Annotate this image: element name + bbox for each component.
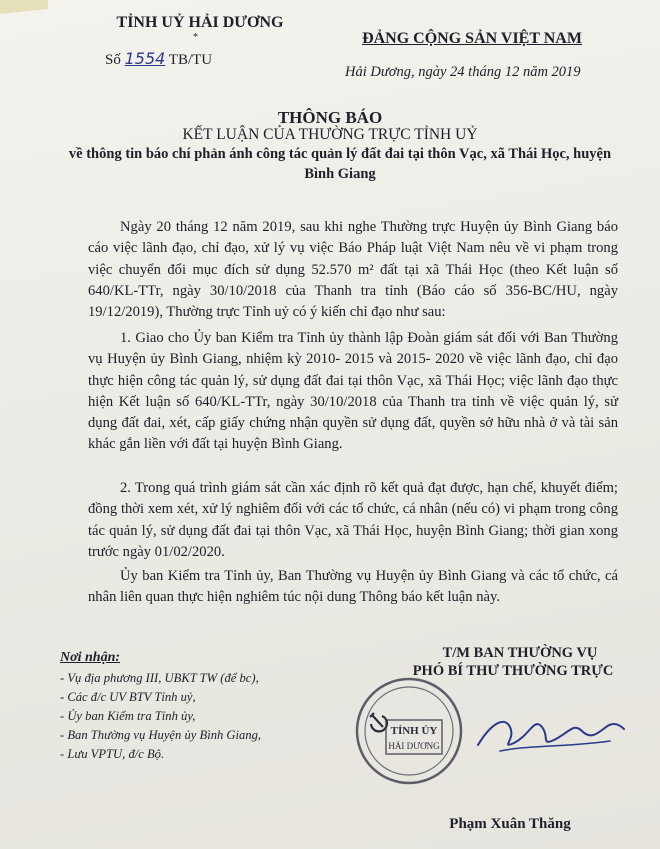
signer-name: Phạm Xuân Thăng <box>449 816 571 832</box>
hammer-sickle-icon <box>370 713 387 731</box>
paper-fold <box>0 0 48 14</box>
stamp-text-line2: HẢI DƯƠNG <box>388 741 440 751</box>
number-handwritten: 1554 <box>124 49 166 68</box>
recipients-block <box>60 648 320 764</box>
body-paragraph-intro: Ngày 20 tháng 12 năm 2019, sau khi nghe Thường trực Huyện ủy Bình Giang báo cáo việc lãnh đạo, chỉ đạo, xử lý vụ việc Báo Pháp luật Việt Nam nêu về vi phạm trong việc chuyển đổi mục đích sử dụng 52.570 m² đất tại xã Thái Học (theo Kết luận số 640/KL-TTr, ngày 30/10/2018 của Thanh tra tỉnh (Báo cáo số 356-BC/HU, ngày 19/12/2019), Thường trực Tỉnh uỷ có ý kiến chỉ đạo như sau: <box>88 219 618 321</box>
recipient-item: - Lưu VPTU, đ/c Bộ. <box>60 747 165 761</box>
body-paragraph-1: 1. Giao cho Ủy ban Kiểm tra Tỉnh ủy thành lập Đoàn giám sát đối với Ban Thường vụ Huyện ủy Bình Giang, nhiệm kỳ 2010- 2015 và 2015- 2020 về việc lãnh đạo, chỉ đạo thực hiện công tác quản lý, sử dụng đất đai tại thôn Vạc, xã Thái Học; việc lãnh đạo thực hiện Kết luận số 640/KL-TTr, ngày 30/10/2018 của Thanh tra tỉnh về việc quản lý, sử dụng đất đai, xét, cấp giấy chứng nhận quyền sử dụng đất, quyền sở hữu nhà ở và tài sản khác gắn liền với đất tại huyện Bình Giang. <box>88 330 618 453</box>
document-title: THÔNG BÁO <box>277 108 383 127</box>
document-number <box>105 49 212 69</box>
header-star: * <box>193 32 198 43</box>
body-paragraph-closing: Ủy ban Kiểm tra Tỉnh ủy, Ban Thường vụ Huyện ủy Bình Giang và các tổ chức, cá nhân liên quan thực hiện nghiêm túc nội dung Thông báo kết luận này. <box>88 568 618 606</box>
recipient-item: - Ủy ban Kiểm tra Tỉnh ủy, <box>60 709 196 723</box>
number-suffix: TB/TU <box>168 52 213 68</box>
recipient-item: - Các đ/c UV BTV Tỉnh uỷ, <box>60 690 196 704</box>
signature-role-line2: PHÓ BÍ THƯ THƯỜNG TRỰC <box>412 663 614 679</box>
recipient-item: - Ban Thường vụ Huyện ủy Bình Giang, <box>60 728 262 742</box>
number-prefix: Số <box>105 52 121 68</box>
document-subtitle: KẾT LUẬN CỦA THƯỜNG TRỰC TỈNH UỶ <box>182 126 478 143</box>
document-subject: về thông tin báo chí phản ánh công tác quản lý đất đai tại thôn Vạc, xã Thái Học, huyện Bình Giang <box>68 146 612 182</box>
recipient-item: - Vụ địa phương III, UBKT TW (để bc), <box>60 671 259 685</box>
body-paragraph-2: 2. Trong quá trình giám sát cần xác định rõ kết quả đạt được, hạn chế, khuyết điểm; đồng thời xem xét, xử lý nghiêm đối với các tổ chức, cá nhân (nếu có) vi phạm trong công tác quản lý, sử dụng đất đai tại thôn Vạc, xã Thái Học, huyện Bình Giang; thời gian xong trước ngày 01/02/2020. <box>88 480 618 560</box>
recipients-title: Nơi nhận: <box>60 650 121 665</box>
stamp-text-line1: TỈNH ỦY <box>390 725 438 737</box>
party-name: ĐẢNG CỘNG SẢN VIỆT NAM <box>362 30 582 47</box>
handwritten-signature <box>470 705 630 765</box>
official-stamp <box>354 676 464 786</box>
issue-date: Hải Dương, ngày 24 tháng 12 năm 2019 <box>345 64 581 80</box>
issuing-org: TỈNH UỶ HẢI DƯƠNG <box>116 14 284 31</box>
signature-role-line1: T/M BAN THƯỜNG VỤ <box>442 645 598 661</box>
